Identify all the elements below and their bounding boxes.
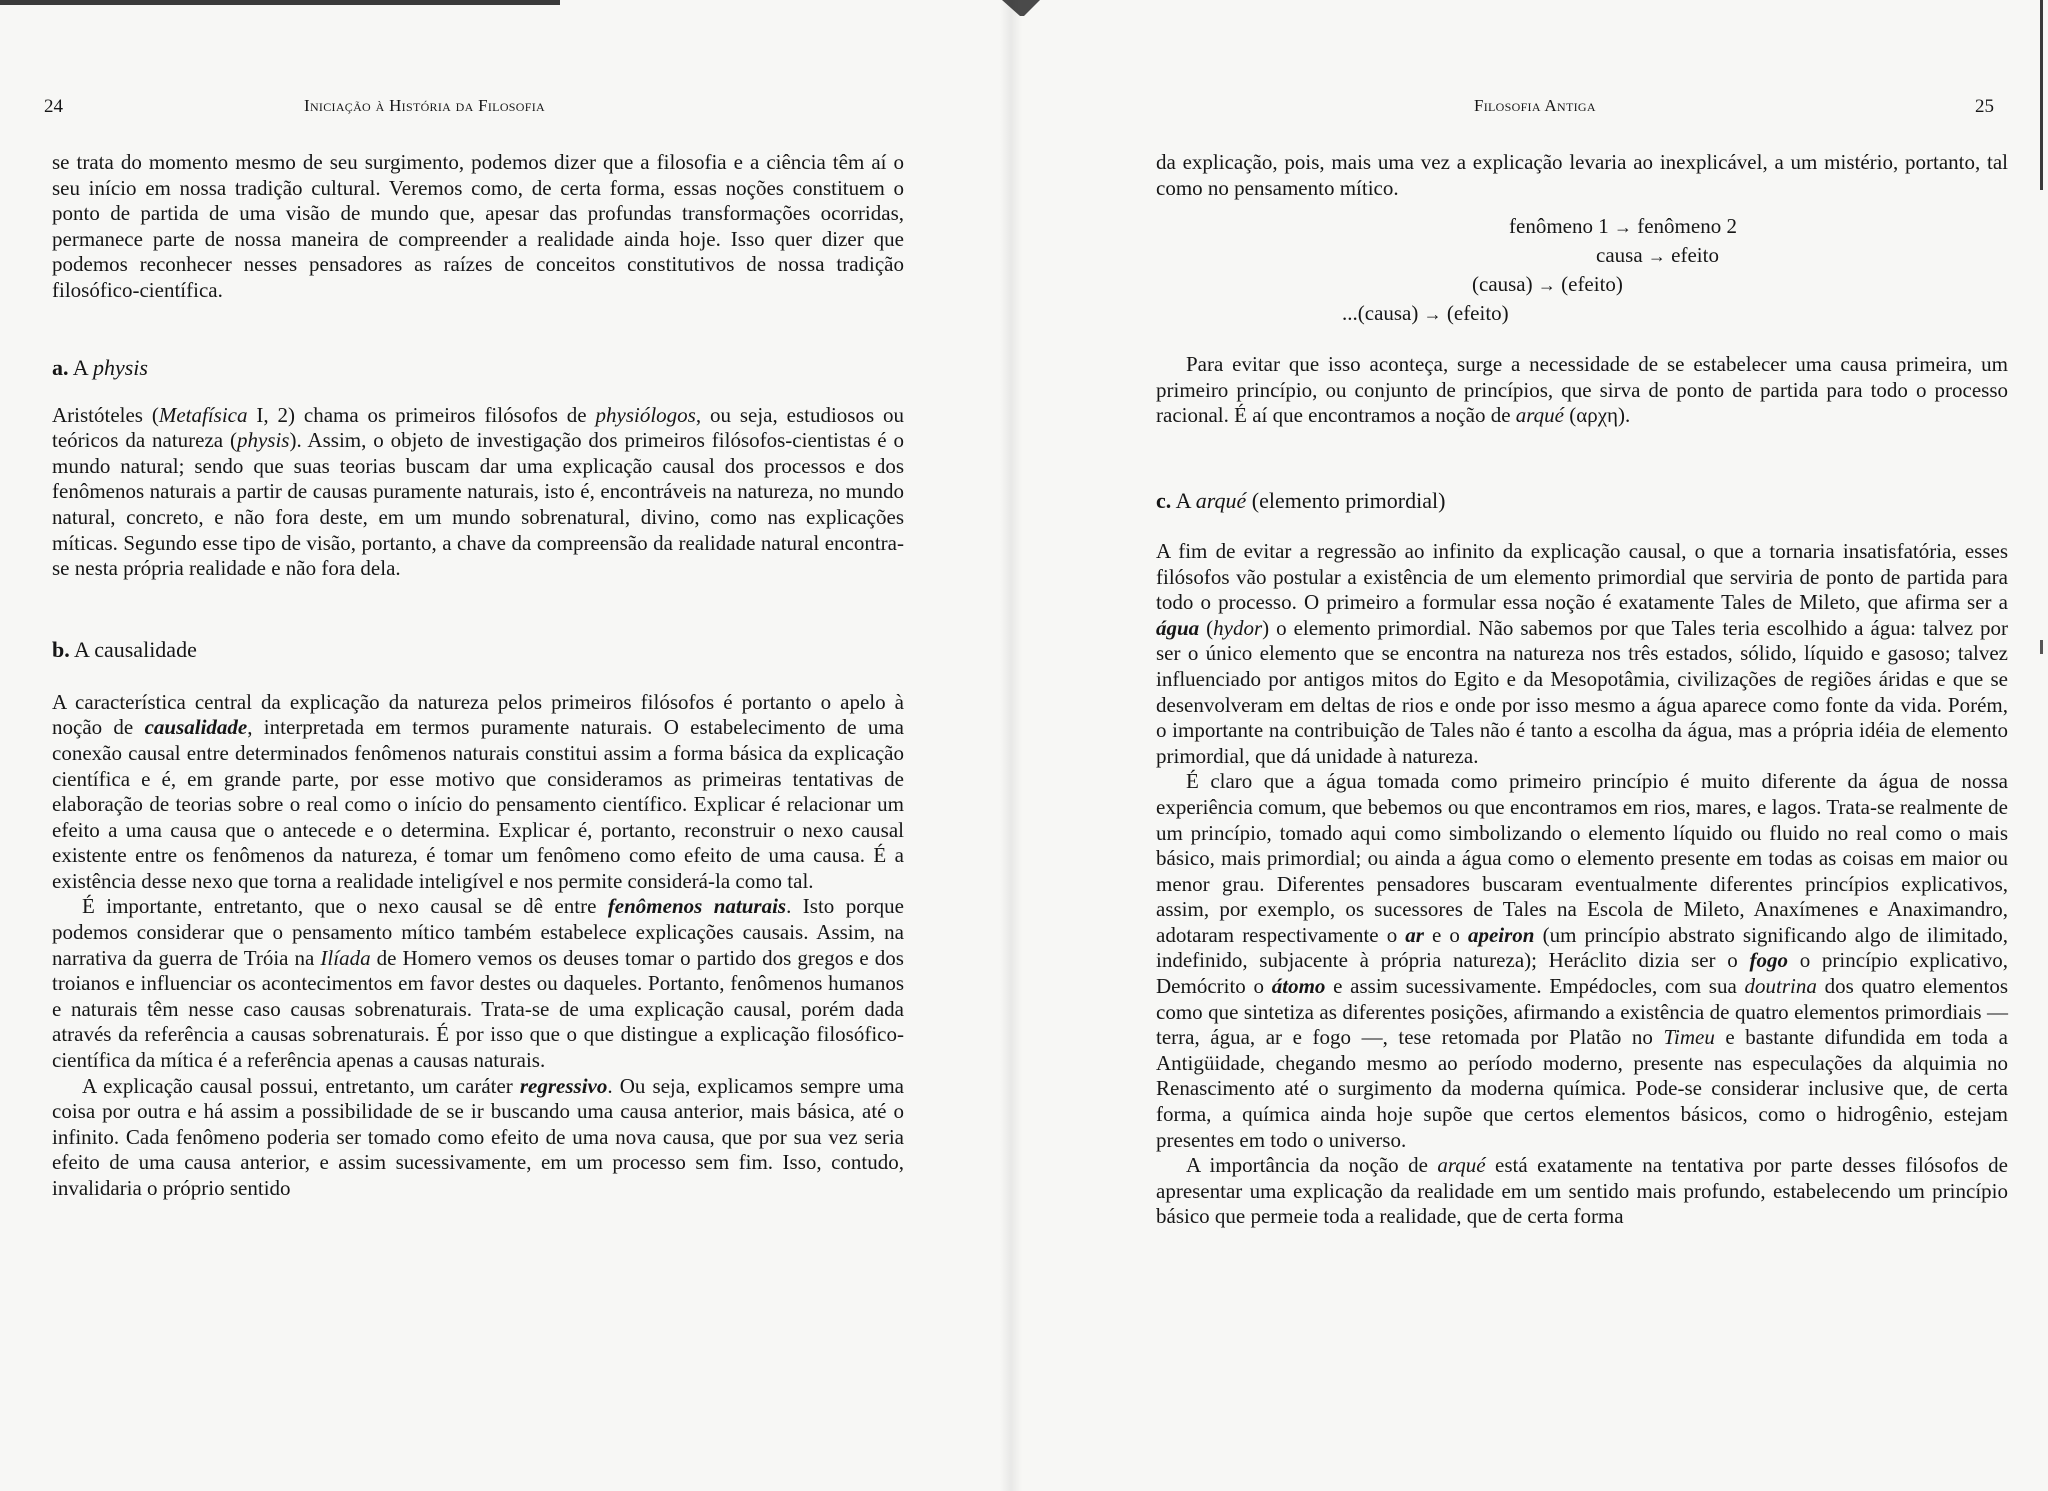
arrow-icon: → [1613, 217, 1632, 238]
arrow-icon: → [1537, 275, 1556, 296]
paragraph-arque-2: É claro que a água tomada como primeiro princípio é muito diferente da água de nossa experiência comum, que bebemos ou que encontramos em rios, mares, e lagos. Trata-se realmente de um princípio, tomado aqui como simbolizando o elemento líquido ou fluido no real como o mais básico, mais primordial; ou ainda a água como o elemento presente em todas as coisas em maior ou menor grau. Diferentes pensadores buscaram eventualmente diferentes princípios explicativos, assim, por exemplo, os sucessores de Tales na Escola de Mileto, Anaxímenes e Anaximandro, adotaram respectivamente o ar e o apeiron (um princípio abstrato significando algo de ilimitado, indefinido, subjacente à própria natureza); Heráclito dizia ser o fogo o princípio explicativo, Demócrito o átomo e assim sucessivamente. Empédocles, com sua doutrina dos quatro elementos como que sintetiza as diferentes posições, afirmando a existência de quatro elementos primordiais — terra, água, ar e fogo —, tese retomada por Platão no Timeu e bastante difundida em toda a Antigüidade, chegando mesmo ao período moderno, presente nas especulações da alquimia no Renascimento até o surgimento da moderna química. Pode-se considerar inclusive que, de certa forma, a química ainda hoje supõe que certos elementos básicos, como o hidrogênio, estejam presentes em todo o universo. [1156, 769, 2009, 1152]
paragraph-intro: se trata do momento mesmo de seu surgimento, podemos dizer que a filosofia e a ciência têm aí o seu início em nossa tradição cultural. Veremos como, de certa forma, essas noções constituem o ponto de partida de uma visão de mundo que, apesar das profundas transformações ocorridas, permanece parte de nossa maneira de compreender a realidade ainda hoje. Isso quer dizer que podemos reconhecer nesses pensadores as raízes de conceitos constitutivos de nossa tradição filosófico-científica. [52, 150, 904, 302]
left-text-column [52, 150, 904, 1202]
chain-line-3: (causa) → (efeito) [1472, 272, 1623, 297]
section-letter: b. [52, 636, 70, 662]
paragraph-causalidade-2: É importante, entretanto, que o nexo causal se dê entre fenômenos naturais. Isto porque podemos considerar que o pensamento mítico também estabelece explicações causais. Assim, na narrativa da guerra de Tróia na Ilíada de Homero vemos os deuses tomar o partido dos gregos e dos troianos e influenciar os acontecimentos em favor destes ou daqueles. Portanto, fenômenos humanos e naturais têm nesse caso causas sobrenaturais. Trata-se de uma explicação causal, porém dada através da referência a causas sobrenaturais. É por isso que o que distingue a explicação filosófico-científica da mítica é a referência apenas a causas naturais. [52, 894, 905, 1073]
paragraph-arque-1: A fim de evitar a regressão ao infinito da explicação causal, o que a tornaria insatisfatória, esses filósofos vão postular a existência de um elemento primordial que serviria de ponto de partida para todo o processo. O primeiro a formular essa noção é exatamente Tales de Mileto, que afirma ser a água (hydor) o elemento primordial. Não sabemos por que Tales teria escolhido a água: talvez por ser o único elemento que se encontra na natureza nos três estados, sólido, líquido e gasoso; talvez influenciado por antigos mitos do Egito e da Mesopotâmia, civilizações de regiões áridas e que se desenvolveram em deltas de rios e onde por isso mesmo a água aparece como fonte da vida. Porém, o importante na contribuição de Tales não é tanto a escolha da água, mas a própria idéia de elemento primordial, que dá unidade à natureza. [1156, 538, 2008, 768]
arrow-icon: → [1423, 304, 1442, 325]
paragraph-continuation: da explicação, pois, mais uma vez a explicação levaria ao inexplicável, a um mistério, portanto, tal como no pensamento mítico. [1156, 150, 2008, 200]
running-head: Filosofia Antiga [1474, 96, 1596, 115]
arrow-icon: → [1647, 246, 1666, 267]
running-head: Iniciação à História da Filosofia [304, 96, 545, 115]
paragraph-arque-3: A importância da noção de arqué está exatamente na tentativa por parte desses filósofos de apresentar uma explicação da realidade em um sentido mais profundo, estabelecendo um princípio básico que permeie toda a realidade, que de certa forma [1156, 1153, 2008, 1229]
page-number: 25 [1975, 96, 1994, 117]
section-heading-causalidade: b. A causalidade [52, 636, 197, 662]
section-letter: a. [52, 354, 69, 380]
section-letter: c. [1156, 487, 1172, 513]
section-heading-physis: a. A physis [52, 354, 148, 380]
section-heading-arque: c. A arqué (elemento primordial) [1156, 487, 1446, 513]
page-number: 24 [44, 96, 63, 117]
left-page [0, 0, 1010, 1491]
causal-chain-schema [1156, 214, 2008, 326]
chain-line-2: causa → efeito [1596, 243, 1719, 268]
chain-line-4: ...(causa) → (efeito) [1342, 301, 1509, 326]
right-page [1010, 0, 2048, 1491]
paragraph-causa-primeira: Para evitar que isso aconteça, surge a necessidade de se estabelecer uma causa primeira, um primeiro princípio, ou conjunto de princípios, que sirva de ponto de partida para todo o processo racional. É aí que encontramos a noção de arqué (αρχη). [1156, 352, 2008, 428]
paragraph-causalidade-3: A explicação causal possui, entretanto, um caráter regressivo. Ou seja, explicamos sempre uma coisa por outra e há assim a possibilidade de se ir buscando uma causa anterior, mais básica, até o infinito. Cada fenômeno poderia ser tomado como efeito de uma nova causa, que por sua vez seria efeito de uma causa anterior, e assim sucessivamente, em um processo sem fim. Isso, contudo, invalidaria o próprio sentido [52, 1073, 905, 1200]
right-text-column [1156, 150, 2008, 1230]
chain-line-1: fenômeno 1 → fenômeno 2 [1509, 214, 1737, 239]
paragraph-causalidade-1: A característica central da explicação da natureza pelos primeiros filósofos é portanto o apelo à noção de causalidade, interpretada em termos puramente naturais. O estabelecimento de uma conexão causal entre determinados fenômenos naturais constitui assim a forma básica da explicação científica e é, em grande parte, por esse motivo que consideramos as primeiras tentativas de elaboração de teorias sobre o real como o início do pensamento científico. Explicar é relacionar um efeito a uma causa que o antecede e o determina. Explicar é, portanto, reconstruir o nexo causal existente entre os fenômenos da natureza, é tomar um fenômeno como efeito de uma causa. É a existência desse nexo que torna a realidade inteligível e nos permite considerá-la como tal. [52, 689, 904, 893]
paragraph-physis: Aristóteles (Metafísica I, 2) chama os primeiros filósofos de physiólogos, ou seja, estudiosos ou teóricos da natureza (physis). Assim, o objeto de investigação dos primeiros filósofos-cientistas é o mundo natural; sendo que suas teorias buscam dar uma explicação causal dos processos e dos fenômenos naturais a partir de causas puramente naturais, isto é, encontráveis na natureza, no mundo natural, concreto, e não fora deste, em um mundo sobrenatural, divino, como nas explicações míticas. Segundo esse tipo de visão, portanto, a chave da compreensão da realidade natural encontra-se nesta própria realidade e não fora dela. [52, 402, 905, 581]
